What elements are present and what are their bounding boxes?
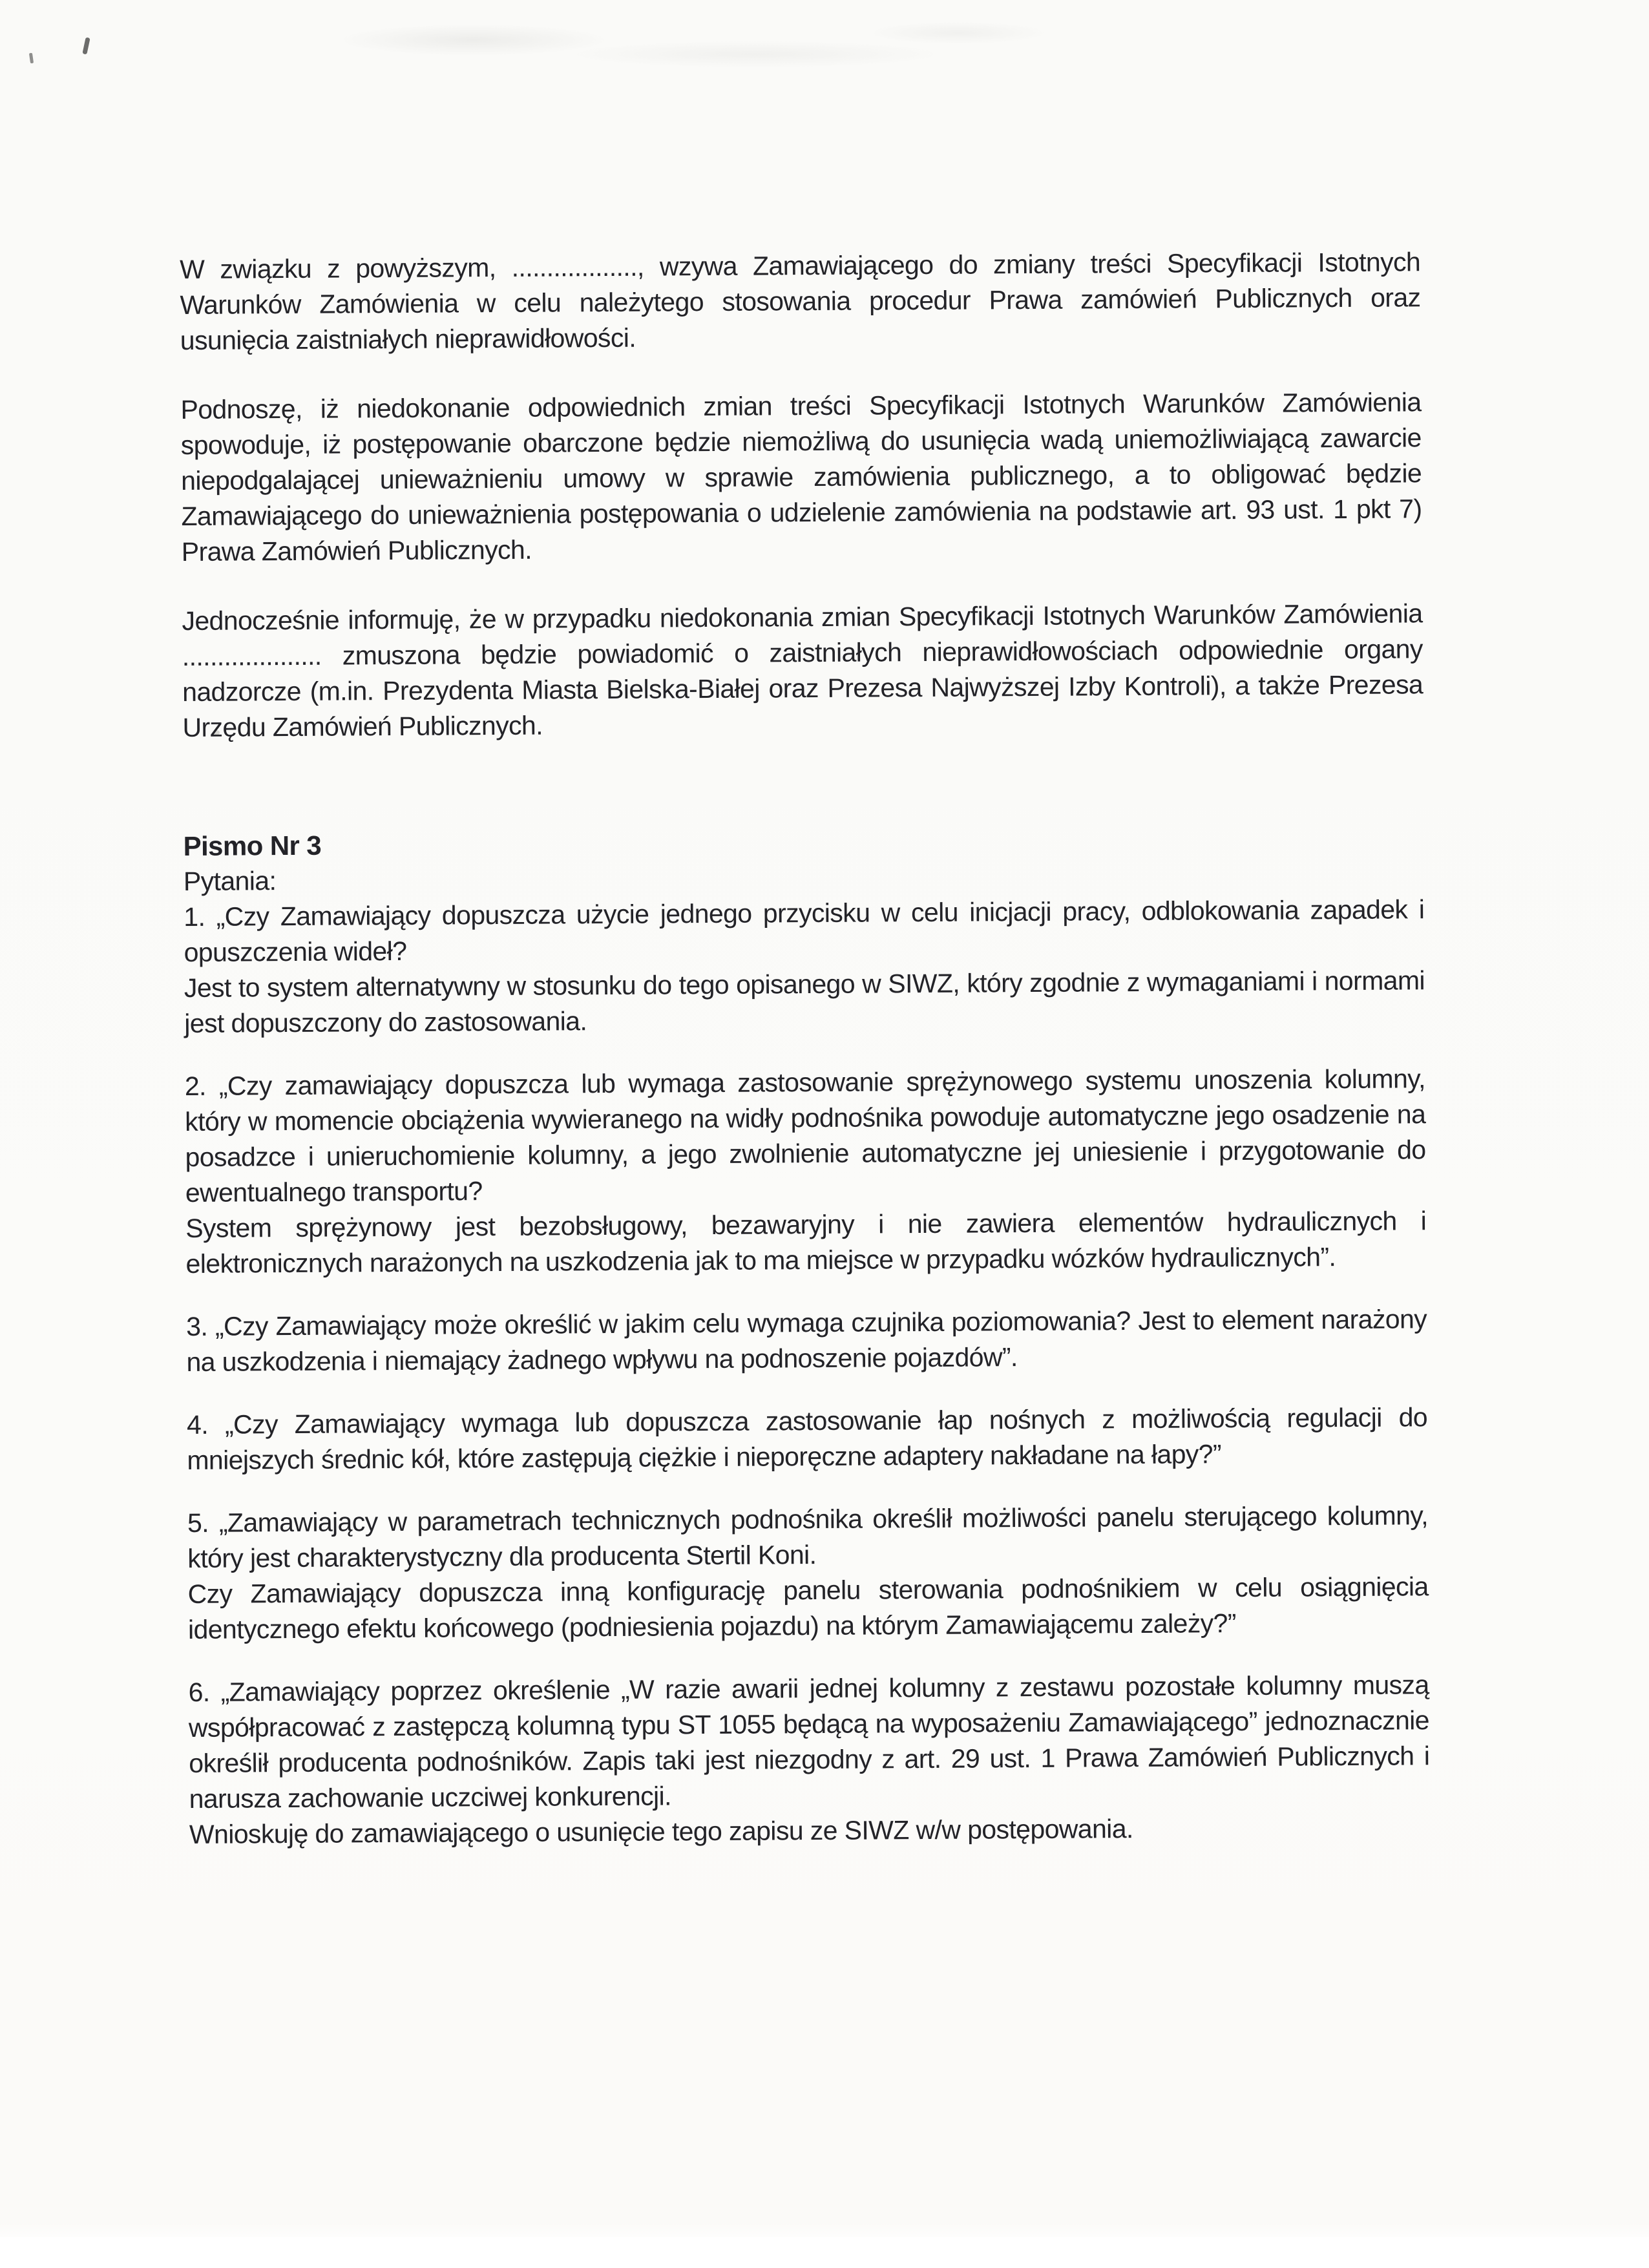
intro-paragraph-1: W związku z powyższym, .................., wzywa Zamawiającego do zmiany treści Specyfikacji Istotnych Warunków Zamówienia w celu należytego stosowania procedur Prawa zamówień Publicznych oraz usunięcia zaistniałych nieprawidłowości.: [180, 247, 1421, 355]
question-5-note: Czy Zamawiający dopuszcza inną konfigurację panelu sterowania podnośnikiem w celu osiągnięcia identycznego efektu końcowego (podniesienia pojazdu) na którym Zamawiającemu zależy?”: [187, 1571, 1429, 1644]
question-4-text: 4. „Czy Zamawiający wymaga lub dopuszcza zastosowanie łap nośnych z możliwością regulacji do mniejszych średnic kół, które zastępują ciężkie i nieporęczne adaptery nakładane na łapy?”: [186, 1402, 1428, 1475]
question-6-text: 6. „Zamawiający poprzez określenie „W razie awarii jednej kolumny z zestawu pozostałe kolumny muszą współpracować z zastępczą kolumną typu ST 1055 będącą na wyposażeniu Zamawiającego” jednoznacznie określił producenta podnośników. Zapis taki jest niezgodny z art. 29 ust. 1 Prawa Zamówień Publicznych i narusza zachowanie uczciwej konkurencji.: [188, 1670, 1430, 1814]
question-1: [184, 892, 1425, 1042]
question-2-note: System sprężynowy jest bezobsługowy, bezawaryjny i nie zawiera elementów hydraulicznych i elektronicznych narażonych na uszkodzenia jak to ma miejsce w przypadku wózków hydraulicznych”.: [185, 1206, 1427, 1279]
question-6-note: Wnioskuję do zamawiającego o usunięcie tego zapisu ze SIWZ w/w postępowania.: [189, 1814, 1133, 1849]
intro-paragraph-3: Jednocześnie informuję, że w przypadku niedokonania zmian Specyfikacji Istotnych Warunków Zamówienia .................... zmuszona będzie powiadomić o zaistniałych nieprawidłowościach odpowiednie organy nadzorcze (m.in. Prezydenta Miasta Bielska-Białej oraz Prezesa Najwyższej Izby Kontroli), a także Prezesa Urzędu Zamówień Publicznych.: [182, 598, 1423, 742]
question-5-text: 5. „Zamawiający w parametrach technicznych podnośnika określił możliwości panelu sterującego kolumny, który jest charakterystyczny dla producenta Stertil Koni.: [187, 1500, 1429, 1573]
letter-body: [180, 244, 1430, 1880]
scan-speck-artifact: [82, 37, 90, 55]
question-1-note: Jest to system alternatywny w stosunku do tego opisanego w SIWZ, który zgodnie z wymaganiami i normami jest dopuszczony do zastosowania.: [184, 965, 1425, 1038]
scan-bottom-edge: [0, 2237, 1649, 2268]
scan-smudge-artifact: [271, 12, 1079, 83]
questions-label: Pytania:: [183, 866, 277, 896]
question-3: [186, 1301, 1427, 1380]
question-5: [187, 1498, 1429, 1648]
question-4: [187, 1400, 1428, 1478]
question-2: [185, 1061, 1427, 1282]
question-3-text: 3. „Czy Zamawiający może określić w jakim celu wymaga czujnika poziomowania? Jest to element narażony na uszkodzenia i niemający żadnego wpływu na podnoszenie pojazdów”.: [186, 1304, 1427, 1377]
question-1-text: 1. „Czy Zamawiający dopuszcza użycie jednego przycisku w celu inicjacji pracy, odblokowania zapadek i opuszczenia wideł?: [184, 894, 1425, 967]
question-2-text: 2. „Czy zamawiający dopuszcza lub wymaga zastosowanie sprężynowego systemu unoszenia kolumny, który w momencie obciążenia wywieranego na widły podnośnika powoduje automatyczne jego osadzenie na posadzce i unieruchomienie kolumny, a jego zwolnienie automatyczne jej uniesienie i przygotowanie do ewentualnego transportu?: [184, 1064, 1426, 1208]
scan-speck-artifact: [29, 53, 34, 64]
question-6: [188, 1667, 1430, 1853]
section-heading: Pismo Nr 3: [183, 830, 322, 861]
intro-paragraph-2: Podnoszę, iż niedokonanie odpowiednich zmian treści Specyfikacji Istotnych Warunków Zamówienia spowoduje, iż postępowanie obarczone będzie niemożliwą do usunięcia wadą uniemożliwiającą zawarcie niepodgalającej unieważnieniu umowy w sprawie zamówienia publicznego, a to obligować będzie Zamawiającego do unieważnienia postępowania o udzielenie zamówienia na podstawie art. 93 ust. 1 pkt 7) Prawa Zamówień Publicznych.: [180, 387, 1422, 567]
